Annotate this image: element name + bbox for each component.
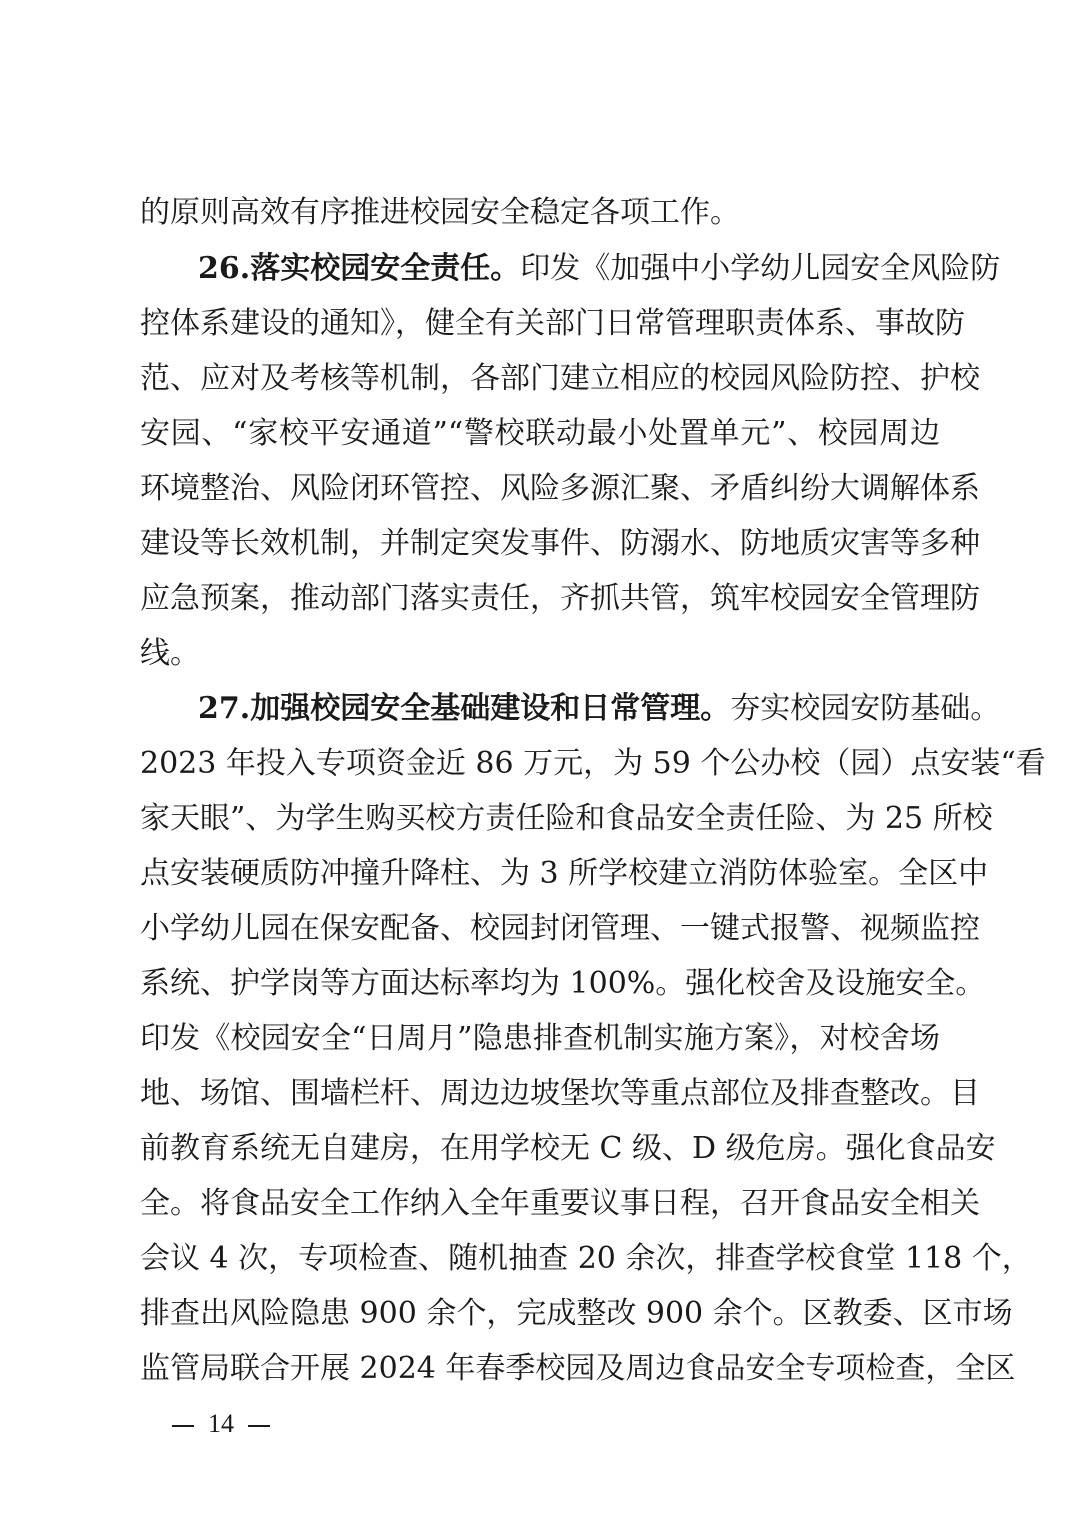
paragraph-line: 系统、护学岗等方面达标率均为 100%。强化校舍及设施安全。 [140,966,986,1001]
paragraph-line: 地、场馆、围墙栏杆、周边边坡堡坎等重点部位及排查整改。目 [140,1076,980,1111]
footer-dash-left [172,1425,194,1427]
paragraph-line: 小学幼儿园在保安配备、校园封闭管理、一键式报警、视频监控 [140,911,980,946]
paragraph-line: 2023 年投入专项资金近 86 万元，为 59 个公办校（园）点安装“看 [140,746,1046,781]
section-26-first-line [198,246,1001,292]
paragraph-line: 范、应对及考核等机制，各部门建立相应的校园风险防控、护校 [140,361,980,396]
paragraph-line: 全。将食品安全工作纳入全年重要议事日程，召开食品安全相关 [140,1186,980,1221]
paragraph-line: 应急预案，推动部门落实责任，齐抓共管，筑牢校园安全管理防 [140,581,980,616]
paragraph-line: 线。 [140,636,200,671]
footer-dash-right [248,1425,270,1427]
section-26-heading: 26.落实校园安全责任。 [198,251,521,286]
section-27-heading: 27.加强校园安全基础建设和日常管理。 [198,691,731,726]
section-26-first-line-text: 印发《加强中小学幼儿园安全风险防 [520,251,1001,286]
paragraph-line: 安园、“家校平安通道”“警校联动最小处置单元”、校园周边 [140,416,940,451]
paragraph-line: 的原则高效有序推进校园安全稳定各项工作。 [140,195,740,230]
page-number-footer [172,1404,270,1444]
paragraph-line: 建设等长效机制，并制定突发事件、防溺水、防地质灾害等多种 [140,526,980,561]
paragraph-line: 点安装硬质防冲撞升降柱、为 3 所学校建立消防体验室。全区中 [140,856,989,891]
paragraph-line: 控体系建设的通知》，健全有关部门日常管理职责体系、事故防 [140,306,965,341]
section-27-first-line-text: 夯实校园安防基础。 [730,691,1001,726]
section-27-first-line [198,686,1001,732]
paragraph-line: 监管局联合开展 2024 年春季校园及周边食品安全专项检查，全区 [140,1351,1016,1386]
paragraph-line: 前教育系统无自建房，在用学校无 C 级、D 级危房。强化食品安 [140,1131,996,1166]
paragraph-line: 印发《校园安全“日周月”隐患排查机制实施方案》，对校舍场 [140,1021,940,1056]
paragraph-line: 会议 4 次，专项检查、随机抽查 20 余次，排查学校食堂 118 个， [140,1241,1032,1276]
paragraph-line: 排查出风险隐患 900 余个，完成整改 900 余个。区教委、区市场 [140,1296,1013,1331]
page-number: 14 [208,1409,234,1438]
paragraph-line: 家天眼”、为学生购买校方责任险和食品安全责任险、为 25 所校 [140,801,993,836]
paragraph-line: 环境整治、风险闭环管控、风险多源汇聚、矛盾纠纷大调解体系 [140,471,980,506]
